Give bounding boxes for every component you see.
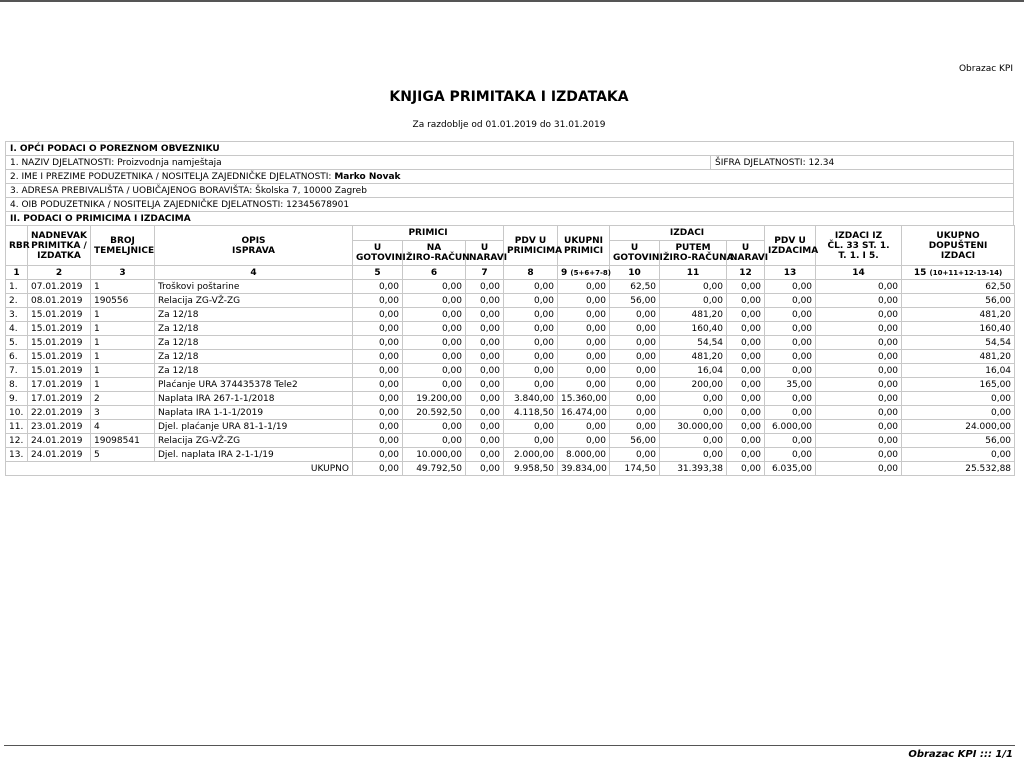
cell-expenses-kind: 0,00: [727, 322, 765, 336]
col-number: 10: [610, 266, 660, 280]
cell-receipts-bank: 0,00: [403, 420, 466, 434]
cell-art33-expenses: 0,00: [816, 420, 902, 434]
cell-expenses-kind: 0,00: [727, 392, 765, 406]
table-row: [6, 406, 1015, 420]
col-number: 3: [91, 266, 155, 280]
cell-expenses-cash: 56,00: [610, 294, 660, 308]
cell-vat-receipts: 0,00: [504, 364, 558, 378]
cell-receipts-bank: 0,00: [403, 280, 466, 294]
cell-total-receipts: 0,00: [558, 294, 610, 308]
table-row: [6, 448, 1015, 462]
table-row: [6, 294, 1015, 308]
cell-receipts-kind: 0,00: [466, 280, 504, 294]
cell-total-receipts: 0,00: [558, 420, 610, 434]
cell-expenses-bank: 0,00: [660, 434, 727, 448]
cell-rbr: 8.: [6, 378, 28, 392]
total-cell: 0,00: [466, 462, 504, 476]
cell-total-allowed-expenses: 160,40: [902, 322, 1015, 336]
cell-expenses-kind: 0,00: [727, 378, 765, 392]
col-number: 2: [28, 266, 91, 280]
cell-expenses-bank: 0,00: [660, 448, 727, 462]
table-row: [6, 434, 1015, 448]
cell-date: 24.01.2019: [28, 434, 91, 448]
cell-doc-number: 1: [91, 364, 155, 378]
cell-rbr: 4.: [6, 322, 28, 336]
cell-expenses-kind: 0,00: [727, 336, 765, 350]
table-row: [6, 350, 1015, 364]
cell-date: 15.01.2019: [28, 364, 91, 378]
cell-receipts-cash: 0,00: [353, 308, 403, 322]
activity-code: ŠIFRA DJELATNOSTI: 12.34: [711, 156, 1014, 170]
cell-total-allowed-expenses: 0,00: [902, 406, 1015, 420]
cell-expenses-kind: 0,00: [727, 406, 765, 420]
cell-receipts-kind: 0,00: [466, 378, 504, 392]
cell-doc-number: 1: [91, 280, 155, 294]
cell-receipts-bank: 0,00: [403, 350, 466, 364]
cell-total-receipts: 0,00: [558, 322, 610, 336]
cell-expenses-bank: 200,00: [660, 378, 727, 392]
col-receipts-kind-header: U NARAVI: [466, 241, 504, 266]
col-number: 11: [660, 266, 727, 280]
cell-rbr: 12.: [6, 434, 28, 448]
cell-vat-receipts: 0,00: [504, 308, 558, 322]
cell-doc-number: 1: [91, 350, 155, 364]
col-number-with-formula: 9 (5+6+7-8): [558, 266, 610, 280]
cell-receipts-bank: 0,00: [403, 336, 466, 350]
cell-expenses-bank: 54,54: [660, 336, 727, 350]
cell-vat-expenses: 0,00: [765, 322, 816, 336]
cell-total-receipts: 16.474,00: [558, 406, 610, 420]
cell-description: Djel. naplata IRA 2-1-1/19: [155, 448, 353, 462]
cell-date: 17.01.2019: [28, 378, 91, 392]
col-number: 5: [353, 266, 403, 280]
owner-name-label: 2. IME I PREZIME PODUZETNIKA / NOSITELJA ZAJEDNIČKE DJELATNOSTI:: [10, 171, 335, 182]
total-cell: 9.958,50: [504, 462, 558, 476]
cell-vat-expenses: 6.000,00: [765, 420, 816, 434]
cell-expenses-bank: 16,04: [660, 364, 727, 378]
cell-expenses-bank: 30.000,00: [660, 420, 727, 434]
cell-expenses-cash: 0,00: [610, 322, 660, 336]
cell-date: 15.01.2019: [28, 336, 91, 350]
cell-expenses-kind: 0,00: [727, 434, 765, 448]
cell-expenses-cash: 0,00: [610, 392, 660, 406]
cell-description: Za 12/18: [155, 350, 353, 364]
cell-rbr: 5.: [6, 336, 28, 350]
info-row: [6, 170, 1014, 184]
cell-art33-expenses: 0,00: [816, 364, 902, 378]
cell-receipts-cash: 0,00: [353, 350, 403, 364]
cell-expenses-bank: 481,20: [660, 350, 727, 364]
cell-receipts-kind: 0,00: [466, 308, 504, 322]
cell-total-allowed-expenses: 54,54: [902, 336, 1015, 350]
cell-expenses-cash: 0,00: [610, 336, 660, 350]
cell-expenses-cash: 0,00: [610, 350, 660, 364]
cell-receipts-bank: 0,00: [403, 322, 466, 336]
form-name-label: Obrazac KPI: [958, 64, 1013, 74]
cell-description: Za 12/18: [155, 364, 353, 378]
cell-art33-expenses: 0,00: [816, 308, 902, 322]
cell-description: Naplata IRA 267-1-1/2018: [155, 392, 353, 406]
document-title: KNJIGA PRIMITAKA I IZDATAKA: [389, 89, 629, 105]
cell-expenses-cash: 0,00: [610, 364, 660, 378]
col-vat-receipts-header: PDV U PRIMICIMA: [504, 226, 558, 266]
info-row: [6, 198, 1014, 212]
cell-art33-expenses: 0,00: [816, 378, 902, 392]
col-number: 13: [765, 266, 816, 280]
cell-description: Plaćanje URA 374435378 Tele2: [155, 378, 353, 392]
col-number-with-formula: 15 (10+11+12-13-14): [902, 266, 1015, 280]
col-group-expenses: IZDACI: [610, 226, 765, 241]
table-row: [6, 392, 1015, 406]
taxpayer-info-table: [5, 141, 1014, 226]
cell-receipts-kind: 0,00: [466, 406, 504, 420]
col-receipts-bank-header: NA ŽIRO-RAČUN: [403, 241, 466, 266]
header-row-numbers: [6, 266, 1015, 280]
info-row: [6, 156, 1014, 170]
cell-rbr: 13.: [6, 448, 28, 462]
cell-date: 15.01.2019: [28, 308, 91, 322]
cell-date: 15.01.2019: [28, 322, 91, 336]
total-cell: 0,00: [816, 462, 902, 476]
cell-total-allowed-expenses: 62,50: [902, 280, 1015, 294]
total-cell: 0,00: [353, 462, 403, 476]
section-income-expense: II. PODACI O PRIMICIMA I IZDACIMA: [6, 212, 1014, 226]
cell-total-receipts: 0,00: [558, 364, 610, 378]
col-number: 8: [504, 266, 558, 280]
info-section-header: [6, 212, 1014, 226]
cell-expenses-cash: 0,00: [610, 448, 660, 462]
cell-receipts-bank: 0,00: [403, 378, 466, 392]
total-cell: 0,00: [727, 462, 765, 476]
cell-receipts-kind: 0,00: [466, 434, 504, 448]
cell-rbr: 7.: [6, 364, 28, 378]
cell-vat-receipts: 0,00: [504, 336, 558, 350]
cell-total-allowed-expenses: 0,00: [902, 392, 1015, 406]
cell-expenses-bank: 0,00: [660, 294, 727, 308]
cell-total-allowed-expenses: 16,04: [902, 364, 1015, 378]
cell-vat-expenses: 0,00: [765, 448, 816, 462]
cell-expenses-cash: 0,00: [610, 378, 660, 392]
cell-rbr: 9.: [6, 392, 28, 406]
cell-expenses-kind: 0,00: [727, 350, 765, 364]
cell-receipts-cash: 0,00: [353, 406, 403, 420]
table-row: [6, 364, 1015, 378]
col-number: 6: [403, 266, 466, 280]
col-group-receipts: PRIMICI: [353, 226, 504, 241]
col-expenses-bank-header: PUTEM ŽIRO-RAČUNA: [660, 241, 727, 266]
cell-expenses-cash: 0,00: [610, 308, 660, 322]
cell-date: 17.01.2019: [28, 392, 91, 406]
total-cell: 174,50: [610, 462, 660, 476]
table-row: [6, 420, 1015, 434]
col-expenses-kind-header: U NARAVI: [727, 241, 765, 266]
cell-receipts-kind: 0,00: [466, 294, 504, 308]
cell-art33-expenses: 0,00: [816, 336, 902, 350]
cell-receipts-cash: 0,00: [353, 322, 403, 336]
col-description-header: OPIS ISPRAVA: [155, 226, 353, 266]
cell-total-receipts: 15.360,00: [558, 392, 610, 406]
cell-receipts-bank: 0,00: [403, 308, 466, 322]
cell-art33-expenses: 0,00: [816, 434, 902, 448]
totals-row: [6, 462, 1015, 476]
cell-vat-receipts: 0,00: [504, 294, 558, 308]
total-cell: 31.393,38: [660, 462, 727, 476]
col-date-header: NADNEVAK PRIMITKA / IZDATKA: [28, 226, 91, 266]
col-rbr-header: RBR: [6, 226, 28, 266]
cell-total-receipts: 0,00: [558, 350, 610, 364]
top-border: [0, 0, 1024, 2]
cell-receipts-bank: 10.000,00: [403, 448, 466, 462]
cell-receipts-cash: 0,00: [353, 420, 403, 434]
cell-doc-number: 1: [91, 378, 155, 392]
cell-expenses-cash: 56,00: [610, 434, 660, 448]
cell-receipts-cash: 0,00: [353, 280, 403, 294]
cell-doc-number: 3: [91, 406, 155, 420]
cell-vat-expenses: 0,00: [765, 280, 816, 294]
col-number: 7: [466, 266, 504, 280]
cell-total-allowed-expenses: 165,00: [902, 378, 1015, 392]
cell-receipts-cash: 0,00: [353, 364, 403, 378]
cell-vat-receipts: 0,00: [504, 378, 558, 392]
cell-doc-number: 2: [91, 392, 155, 406]
cell-total-receipts: 0,00: [558, 378, 610, 392]
cell-date: 15.01.2019: [28, 350, 91, 364]
cell-total-allowed-expenses: 24.000,00: [902, 420, 1015, 434]
cell-total-allowed-expenses: 481,20: [902, 308, 1015, 322]
total-cell: 25.532,88: [902, 462, 1015, 476]
cell-vat-expenses: 0,00: [765, 406, 816, 420]
col-doc-number-header: BROJ TEMELJNICE: [91, 226, 155, 266]
cell-expenses-kind: 0,00: [727, 364, 765, 378]
cell-receipts-bank: 20.592,50: [403, 406, 466, 420]
cell-receipts-bank: 19.200,00: [403, 392, 466, 406]
total-cell: 39.834,00: [558, 462, 610, 476]
owner-name-cell: [6, 170, 1014, 184]
cell-doc-number: 1: [91, 336, 155, 350]
cell-receipts-bank: 0,00: [403, 294, 466, 308]
cell-receipts-kind: 0,00: [466, 322, 504, 336]
cell-receipts-cash: 0,00: [353, 434, 403, 448]
cell-doc-number: 4: [91, 420, 155, 434]
cell-vat-expenses: 0,00: [765, 434, 816, 448]
cell-total-receipts: 8.000,00: [558, 448, 610, 462]
cell-art33-expenses: 0,00: [816, 294, 902, 308]
col-number: 14: [816, 266, 902, 280]
cell-description: Djel. plaćanje URA 81-1-1/19: [155, 420, 353, 434]
cell-art33-expenses: 0,00: [816, 406, 902, 420]
cell-total-receipts: 0,00: [558, 434, 610, 448]
cell-rbr: 11.: [6, 420, 28, 434]
cell-rbr: 1.: [6, 280, 28, 294]
owner-name-value: Marko Novak: [334, 171, 401, 182]
cell-description: Za 12/18: [155, 308, 353, 322]
cell-vat-receipts: 4.118,50: [504, 406, 558, 420]
table-row: [6, 378, 1015, 392]
cell-expenses-bank: 481,20: [660, 308, 727, 322]
cell-doc-number: 1: [91, 308, 155, 322]
footer-rule: [4, 745, 1015, 746]
cell-date: 08.01.2019: [28, 294, 91, 308]
cell-expenses-kind: 0,00: [727, 294, 765, 308]
section-general-info: I. OPĆI PODACI O POREZNOM OBVEZNIKU: [6, 142, 1014, 156]
cell-vat-expenses: 0,00: [765, 336, 816, 350]
cell-doc-number: 19098541: [91, 434, 155, 448]
header-row-groups: [6, 226, 1015, 241]
table-row: [6, 322, 1015, 336]
cell-vat-receipts: 3.840,00: [504, 392, 558, 406]
col-total-allowed-expenses-header: UKUPNO DOPUŠTENI IZDACI: [902, 226, 1015, 266]
cell-total-allowed-expenses: 56,00: [902, 294, 1015, 308]
col-formula: (5+6+7-8): [570, 268, 611, 277]
cell-vat-expenses: 0,00: [765, 392, 816, 406]
cell-vat-expenses: 0,00: [765, 308, 816, 322]
cell-rbr: 3.: [6, 308, 28, 322]
footer-page-label: Obrazac KPI ::: 1/1: [908, 749, 1013, 760]
owner-oib: 4. OIB PODUZETNIKA / NOSITELJA ZAJEDNIČKE DJELATNOSTI: 12345678901: [6, 198, 1014, 212]
cell-total-receipts: 0,00: [558, 280, 610, 294]
cell-vat-expenses: 0,00: [765, 364, 816, 378]
cell-total-allowed-expenses: 0,00: [902, 448, 1015, 462]
cell-expenses-bank: 160,40: [660, 322, 727, 336]
cell-expenses-cash: 62,50: [610, 280, 660, 294]
cell-expenses-cash: 0,00: [610, 406, 660, 420]
period-label: Za razdoblje od 01.01.2019 do 31.01.2019: [412, 120, 606, 130]
cell-description: Relacija ZG-VŽ-ZG: [155, 434, 353, 448]
cell-rbr: 6.: [6, 350, 28, 364]
cell-date: 22.01.2019: [28, 406, 91, 420]
cell-receipts-cash: 0,00: [353, 336, 403, 350]
col-vat-expenses-header: PDV U IZDACIMA: [765, 226, 816, 266]
cell-art33-expenses: 0,00: [816, 350, 902, 364]
cell-receipts-cash: 0,00: [353, 378, 403, 392]
cell-vat-receipts: 0,00: [504, 420, 558, 434]
cell-expenses-bank: 0,00: [660, 280, 727, 294]
owner-address: 3. ADRESA PREBIVALIŠTA / UOBIČAJENOG BORAVIŠTA: Školska 7, 10000 Zagreb: [6, 184, 1014, 198]
cell-vat-receipts: 0,00: [504, 322, 558, 336]
col-receipts-cash-header: U GOTOVINI: [353, 241, 403, 266]
totals-label: UKUPNO: [6, 462, 353, 476]
cell-art33-expenses: 0,00: [816, 448, 902, 462]
cell-date: 24.01.2019: [28, 448, 91, 462]
cell-art33-expenses: 0,00: [816, 392, 902, 406]
cell-description: Za 12/18: [155, 336, 353, 350]
cell-art33-expenses: 0,00: [816, 322, 902, 336]
cell-total-receipts: 0,00: [558, 336, 610, 350]
cell-vat-expenses: 0,00: [765, 350, 816, 364]
cell-receipts-kind: 0,00: [466, 392, 504, 406]
cell-description: Troškovi poštarine: [155, 280, 353, 294]
col-formula: (10+11+12-13-14): [929, 268, 1003, 277]
cell-doc-number: 190556: [91, 294, 155, 308]
table-row: [6, 308, 1015, 322]
table-row: [6, 280, 1015, 294]
info-row: [6, 184, 1014, 198]
cell-vat-receipts: 2.000,00: [504, 448, 558, 462]
cell-total-receipts: 0,00: [558, 308, 610, 322]
cell-receipts-bank: 0,00: [403, 434, 466, 448]
cell-expenses-cash: 0,00: [610, 420, 660, 434]
cell-total-allowed-expenses: 481,20: [902, 350, 1015, 364]
cell-description: Naplata IRA 1-1-1/2019: [155, 406, 353, 420]
cell-receipts-kind: 0,00: [466, 420, 504, 434]
cell-receipts-cash: 0,00: [353, 294, 403, 308]
cell-receipts-kind: 0,00: [466, 350, 504, 364]
col-number: 4: [155, 266, 353, 280]
activity-name: 1. NAZIV DJELATNOSTI: Proizvodnja namještaja: [6, 156, 711, 170]
total-cell: 49.792,50: [403, 462, 466, 476]
info-section-header: [6, 142, 1014, 156]
cell-expenses-bank: 0,00: [660, 392, 727, 406]
total-cell: 6.035,00: [765, 462, 816, 476]
cell-expenses-kind: 0,00: [727, 420, 765, 434]
cell-receipts-kind: 0,00: [466, 364, 504, 378]
cell-total-allowed-expenses: 56,00: [902, 434, 1015, 448]
cell-receipts-kind: 0,00: [466, 448, 504, 462]
cell-rbr: 2.: [6, 294, 28, 308]
cell-description: Relacija ZG-VŽ-ZG: [155, 294, 353, 308]
cell-doc-number: 1: [91, 322, 155, 336]
col-art33-expenses-header: IZDACI IZ ČL. 33 ST. 1. T. 1. I 5.: [816, 226, 902, 266]
cell-expenses-kind: 0,00: [727, 308, 765, 322]
cell-expenses-kind: 0,00: [727, 448, 765, 462]
cell-receipts-cash: 0,00: [353, 392, 403, 406]
cell-art33-expenses: 0,00: [816, 280, 902, 294]
table-row: [6, 336, 1015, 350]
cell-rbr: 10.: [6, 406, 28, 420]
cell-vat-receipts: 0,00: [504, 350, 558, 364]
cell-receipts-bank: 0,00: [403, 364, 466, 378]
cell-vat-expenses: 0,00: [765, 294, 816, 308]
col-number: 12: [727, 266, 765, 280]
col-expenses-cash-header: U GOTOVINI: [610, 241, 660, 266]
cell-receipts-cash: 0,00: [353, 448, 403, 462]
cell-date: 07.01.2019: [28, 280, 91, 294]
col-number: 1: [6, 266, 28, 280]
ledger-body: [6, 280, 1015, 462]
ledger-table: [5, 225, 1015, 476]
cell-date: 23.01.2019: [28, 420, 91, 434]
cell-vat-receipts: 0,00: [504, 280, 558, 294]
cell-doc-number: 5: [91, 448, 155, 462]
cell-receipts-kind: 0,00: [466, 336, 504, 350]
cell-expenses-bank: 0,00: [660, 406, 727, 420]
cell-expenses-kind: 0,00: [727, 280, 765, 294]
cell-vat-expenses: 35,00: [765, 378, 816, 392]
cell-vat-receipts: 0,00: [504, 434, 558, 448]
col-total-receipts-header: UKUPNI PRIMICI: [558, 226, 610, 266]
cell-description: Za 12/18: [155, 322, 353, 336]
